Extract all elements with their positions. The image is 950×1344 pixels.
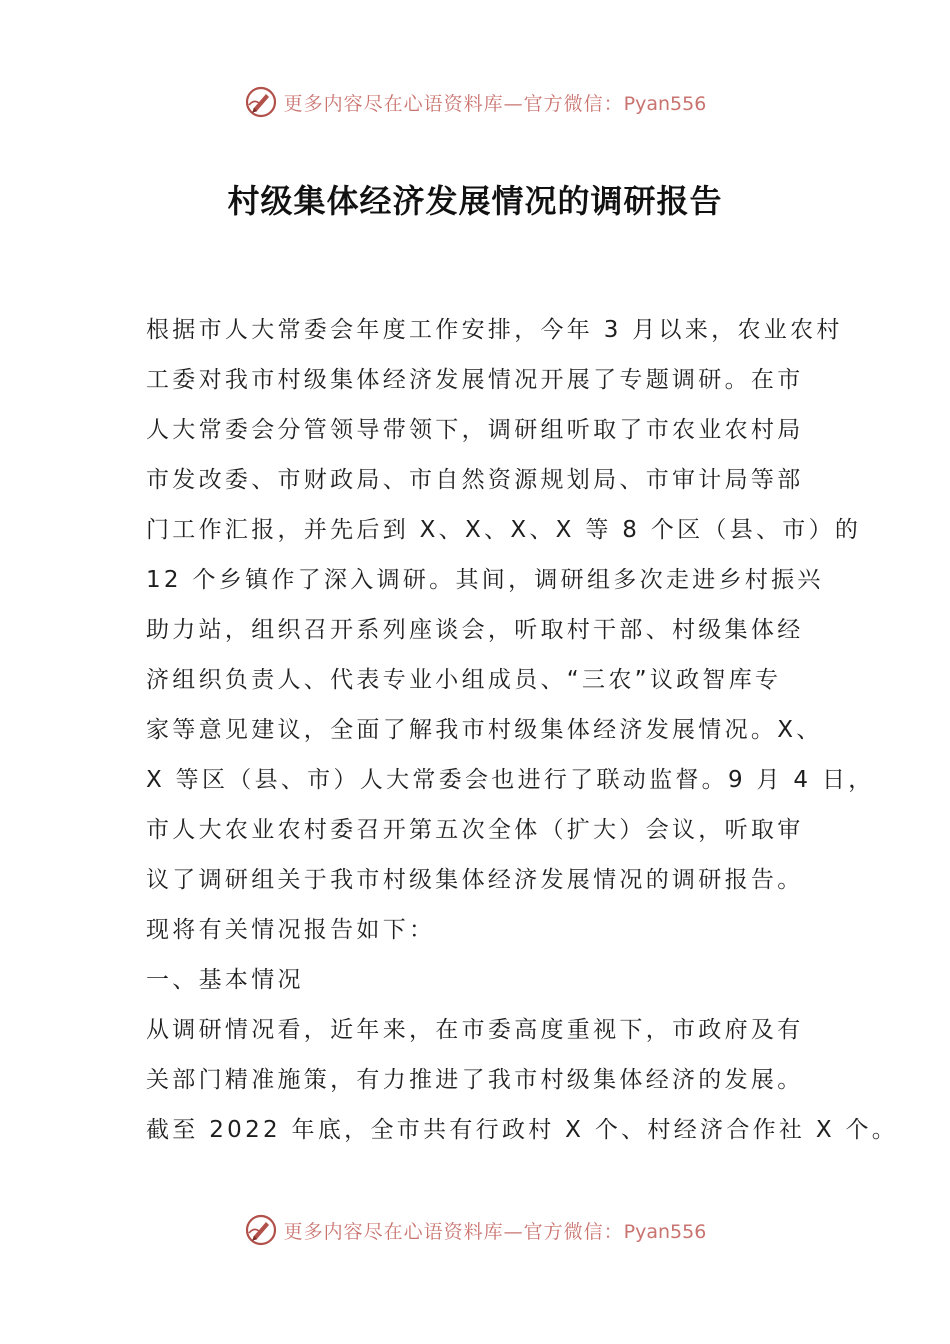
section-heading: 一、基本情况 (146, 967, 304, 993)
body-line: 济组织负责人、代表专业小组成员、“三农”议政智库专 (146, 667, 782, 693)
watermark-text: 更多内容尽在心语资料库—官方微信：Pyan556 (283, 1220, 707, 1243)
document-title: 村级集体经济发展情况的调研报告 (227, 182, 723, 220)
body-line: 家等意见建议，全面了解我市村级集体经济发展情况。X、 (146, 717, 823, 743)
body-line: 截至 2022 年底，全市共有行政村 X 个、村经济合作社 X 个。 (146, 1117, 899, 1143)
body-line: 门工作汇报，并先后到 X、X、X、X 等 8 个区（县、市）的 (146, 517, 862, 543)
document-body (146, 305, 899, 1155)
body-line: 市人大农业农村委召开第五次全体（扩大）会议，听取审 (146, 817, 804, 843)
body-line: 人大常委会分管领导带领下，调研组听取了市农业农村局 (146, 417, 804, 443)
footer-watermark (0, 1212, 950, 1248)
body-line: 关部门精准施策，有力推进了我市村级集体经济的发展。 (146, 1067, 804, 1093)
header-watermark (0, 84, 950, 120)
watermark-text: 更多内容尽在心语资料库—官方微信：Pyan556 (283, 92, 707, 115)
body-line: 从调研情况看，近年来，在市委高度重视下，市政府及有 (146, 1017, 804, 1043)
body-line: 12 个乡镇作了深入调研。其间，调研组多次走进乡村振兴 (146, 567, 824, 593)
body-line: X 等区（县、市）人大常委会也进行了联动监督。9 月 4 日， (146, 767, 875, 793)
body-line: 现将有关情况报告如下： (146, 917, 436, 943)
body-line: 议了调研组关于我市村级集体经济发展情况的调研报告。 (146, 867, 804, 893)
pen-logo-icon (244, 85, 278, 119)
body-line: 根据市人大常委会年度工作安排，今年 3 月以来，农业农村 (146, 317, 843, 343)
body-line: 市发改委、市财政局、市自然资源规划局、市审计局等部 (146, 467, 804, 493)
body-line: 工委对我市村级集体经济发展情况开展了专题调研。在市 (146, 367, 804, 393)
pen-logo-icon (244, 1213, 278, 1247)
body-line: 助力站，组织召开系列座谈会，听取村干部、村级集体经 (146, 617, 804, 643)
